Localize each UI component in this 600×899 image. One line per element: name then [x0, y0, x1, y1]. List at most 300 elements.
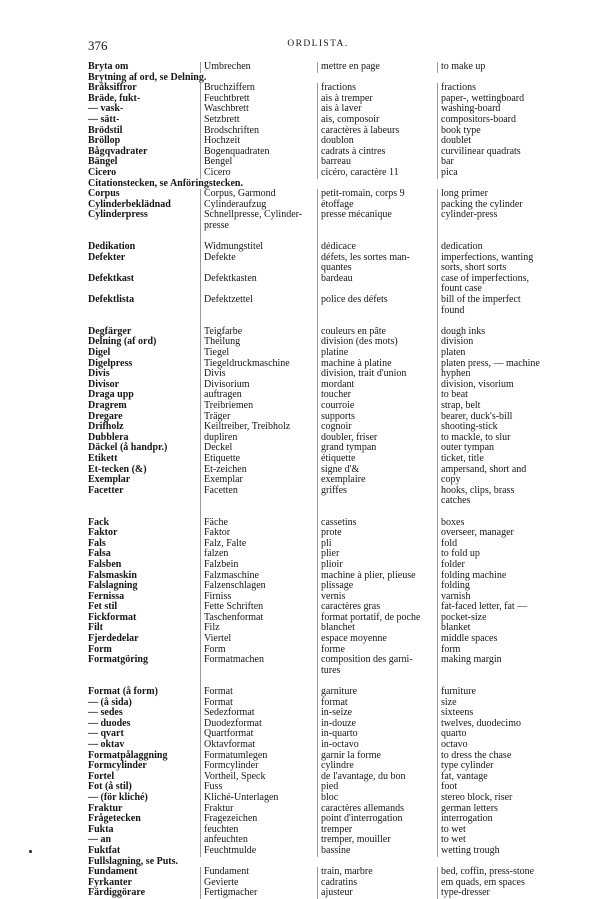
french-term: cylindre [317, 761, 437, 772]
french-term: étoffage [317, 200, 437, 211]
french-term: train, marbre [317, 867, 437, 878]
swedish-term: Falsben [88, 558, 122, 570]
english-term: strap, belt [437, 401, 560, 412]
german-term: Filz [200, 623, 317, 634]
english-term: fat-faced letter, fat — [437, 602, 560, 613]
swedish-term: Falsmaskin [88, 569, 137, 581]
french-term: division (des mots) [317, 337, 437, 348]
german-term: Setzbrett [200, 115, 317, 126]
french-term: police des défets [317, 295, 437, 306]
swedish-term: Filt [88, 622, 103, 634]
german-term: Treibriemen [200, 401, 317, 412]
english-term: stereo block, riser [437, 793, 560, 804]
swedish-term: Divis [88, 368, 110, 380]
page-number: 376 [88, 38, 108, 53]
page-header [88, 38, 548, 54]
english-term: folding machine [437, 571, 560, 582]
english-term: curvilinear quadrats [437, 147, 560, 158]
german-term: Gevierte [200, 878, 317, 889]
german-term: Formatmachen [200, 655, 317, 666]
french-term: format [317, 698, 437, 709]
french-term: division, trait d'union [317, 369, 437, 380]
swedish-term: Fals [88, 537, 106, 549]
french-term: blanchet [317, 623, 437, 634]
french-term: bardeau [317, 274, 437, 285]
english-term: catches [437, 496, 560, 507]
english-term: to beat [437, 390, 560, 401]
german-term: Kliché-Unterlagen [200, 793, 317, 804]
swedish-term: Divisor [88, 378, 120, 390]
french-term: doublon [317, 136, 437, 147]
swedish-term: Bryta om [88, 61, 129, 72]
swedish-term: Fukta [88, 823, 114, 835]
swedish-term: Defekter [88, 251, 126, 263]
english-term: to fold up [437, 549, 560, 560]
swedish-term: Cylinderpress [88, 209, 148, 221]
french-term: doubler, friser [317, 433, 437, 444]
german-term: Widmungstitel [200, 242, 317, 253]
english-term: bar [437, 157, 560, 168]
german-term: Theilung [200, 337, 317, 348]
french-term: vernis [317, 592, 437, 603]
german-term: Umbrechen [200, 62, 317, 73]
english-term: pocket-size [437, 613, 560, 624]
english-term: overseer, manager [437, 528, 560, 539]
english-term: wetting trough [437, 846, 560, 857]
french-term: ajusteur [317, 888, 437, 899]
english-term: fractions [437, 83, 560, 94]
german-term: auftragen [200, 390, 317, 401]
french-term: machine à plier, plieuse [317, 571, 437, 582]
glossary-table [88, 62, 560, 899]
english-term: hooks, clips, brass [437, 486, 560, 497]
swedish-term: Dedikation [88, 241, 136, 253]
french-term: mettre en page [317, 62, 437, 73]
english-term: platen [437, 348, 560, 359]
german-term: Bruchziffern [200, 83, 317, 94]
french-term: espace moyenne [317, 634, 437, 645]
german-term: Viertel [200, 634, 317, 645]
german-term: Quartformat [200, 729, 317, 740]
swedish-term: Formatgöring [88, 654, 148, 666]
swedish-term: Fack [88, 516, 110, 528]
swedish-term: Bräde, fukt- [88, 92, 141, 104]
french-term: caractères à labeurs [317, 126, 437, 137]
german-term: Tiegeldruckmaschine [200, 359, 317, 370]
german-term: presse [200, 221, 317, 232]
glossary-row [88, 560, 560, 571]
english-term: to dress the chase [437, 751, 560, 762]
swedish-term: Däckel (å handpr.) [88, 442, 168, 454]
german-term [200, 496, 317, 507]
german-term: Defekte [200, 253, 317, 264]
french-term: cassetins [317, 518, 437, 529]
english-term: bed, coffin, press-stone [437, 867, 560, 878]
english-term: shooting-stick [437, 422, 560, 433]
french-term: format portatif, de poche [317, 613, 437, 624]
french-term: grand tympan [317, 443, 437, 454]
swedish-term: — an [88, 834, 112, 846]
french-term: couleurs en pâte [317, 327, 437, 338]
english-term: twelves, duodecimo [437, 719, 560, 730]
french-term: toucher [317, 390, 437, 401]
german-term: Oktavformat [200, 740, 317, 751]
french-term: bassine [317, 846, 437, 857]
english-term: furniture [437, 687, 560, 698]
french-term: cadrats à cintres [317, 147, 437, 158]
german-term: Falz, Falte [200, 539, 317, 550]
german-term: Fraktur [200, 804, 317, 815]
german-term: Falzmaschine [200, 571, 317, 582]
french-term: platine [317, 348, 437, 359]
ink-speck [29, 850, 32, 853]
english-term: bill of the imperfect [437, 295, 560, 306]
english-term: book type [437, 126, 560, 137]
german-term: Format [200, 687, 317, 698]
french-term [317, 496, 437, 507]
glossary-row [88, 454, 560, 465]
french-term: petit-romain, corps 9 [317, 189, 437, 200]
swedish-term: Etikett [88, 452, 118, 464]
row-spacer [88, 507, 560, 518]
glossary-row [88, 401, 560, 412]
glossary-row [88, 115, 560, 126]
swedish-term: — (å sida) [88, 696, 132, 708]
swedish-term: Färdiggörare [88, 887, 146, 899]
german-term: Feuchtbrett [200, 94, 317, 105]
french-term: in-seize [317, 708, 437, 719]
glossary-row [88, 274, 560, 285]
english-term: german letters [437, 804, 560, 815]
english-term: bearer, duck's-bill [437, 412, 560, 423]
english-term: type-dresser [437, 888, 560, 899]
english-term: pica [437, 168, 560, 179]
glossary-row [88, 740, 560, 751]
english-term: to mackle, to slur [437, 433, 560, 444]
german-term: Duodezformat [200, 719, 317, 730]
swedish-term: Degfärger [88, 325, 132, 337]
swedish-term: Defektkast [88, 272, 135, 284]
swedish-term: Dragrem [88, 400, 127, 411]
swedish-term: Delning (af ord) [88, 336, 157, 348]
french-term: machine à platine [317, 359, 437, 370]
english-term: fount case [437, 284, 560, 295]
english-term: case of imperfections, [437, 274, 560, 285]
english-term: imperfections, wanting [437, 253, 560, 264]
glossary-row [88, 486, 560, 497]
french-term: ais à tremper [317, 94, 437, 105]
french-term: garnir la forme [317, 751, 437, 762]
swedish-term: Bågqvadrater [88, 145, 148, 157]
english-term: compositors-board [437, 115, 560, 126]
german-term: Bengel [200, 157, 317, 168]
french-term: plier [317, 549, 437, 560]
german-term: Fuss [200, 782, 317, 793]
glossary-row [88, 168, 560, 179]
swedish-term: Frågetecken [88, 813, 141, 825]
english-term [437, 666, 560, 677]
english-term: hyphen [437, 369, 560, 380]
german-term: Teigfarbe [200, 327, 317, 338]
english-term: quarto [437, 729, 560, 740]
swedish-term: — qvart [88, 728, 124, 740]
german-term: Tiegel [200, 348, 317, 359]
swedish-term: Faktor [88, 527, 118, 539]
french-term: tures [317, 666, 437, 677]
english-term: dough inks [437, 327, 560, 338]
swedish-term: Digelpress [88, 357, 133, 369]
swedish-term: Facetter [88, 484, 124, 496]
german-term: falzen [200, 549, 317, 560]
french-term: de l'avantage, du bon [317, 772, 437, 783]
french-term: barreau [317, 157, 437, 168]
english-term: making margin [437, 655, 560, 666]
french-term: dédicace [317, 242, 437, 253]
german-term: Firniss [200, 592, 317, 603]
french-term: plioir [317, 560, 437, 571]
german-term [200, 306, 317, 317]
swedish-term: Et-tecken (&) [88, 463, 147, 475]
swedish-term: Fortel [88, 770, 115, 782]
swedish-term: Draga upp [88, 389, 134, 401]
german-term: Fragezeichen [200, 814, 317, 825]
swedish-term: Cicero [88, 166, 117, 178]
swedish-term [88, 666, 200, 677]
german-term: Formcylinder [200, 761, 317, 772]
german-term: Defektkasten [200, 274, 317, 285]
swedish-term: — sätt- [88, 113, 120, 125]
french-term: quantes [317, 263, 437, 274]
swedish-term: Formcylinder [88, 760, 147, 772]
swedish-term: — oktav [88, 739, 125, 750]
english-term: type cylinder [437, 761, 560, 772]
french-term: point d'interrogation [317, 814, 437, 825]
german-term: Cylinderaufzug [200, 200, 317, 211]
swedish-term: Bråksiffror [88, 82, 137, 94]
swedish-term [88, 221, 200, 232]
glossary-row [88, 496, 560, 507]
german-term [200, 666, 317, 677]
german-term: Taschenformat [200, 613, 317, 624]
french-term: cicéro, caractère 11 [317, 168, 437, 179]
swedish-term: Fernissa [88, 590, 125, 602]
french-term: défets, les sortes man- [317, 253, 437, 264]
french-term: ais à laver [317, 104, 437, 115]
german-term: Format [200, 698, 317, 709]
german-term: Schnellpresse, Cylinder- [200, 210, 317, 221]
french-term: griffes [317, 486, 437, 497]
english-term: paper-, wettingboard [437, 94, 560, 105]
french-term: garniture [317, 687, 437, 698]
swedish-term: Fet stil [88, 601, 118, 613]
english-term: dedication [437, 242, 560, 253]
english-term: packing the cylinder [437, 200, 560, 211]
german-term: Sedezformat [200, 708, 317, 719]
german-term: Divis [200, 369, 317, 380]
french-term: pli [317, 539, 437, 550]
german-term: Keiltreiber, Treibholz [200, 422, 317, 433]
french-term: caractères gras [317, 602, 437, 613]
german-term: Formatumlegen [200, 751, 317, 762]
german-term: Fette Schriften [200, 602, 317, 613]
english-term: octavo [437, 740, 560, 751]
english-term: interrogation [437, 814, 560, 825]
glossary-row [88, 306, 560, 317]
swedish-term: Falslagning [88, 580, 138, 592]
german-term: Corpus, Garmond [200, 189, 317, 200]
swedish-term: Exemplar [88, 474, 131, 486]
swedish-term: Bängel [88, 156, 118, 168]
german-term: Divisorium [200, 380, 317, 391]
french-term: signe d'& [317, 465, 437, 476]
german-term: dupliren [200, 433, 317, 444]
cross-reference: Citationstecken, se Anföringstecken. [88, 177, 243, 189]
swedish-term: Fuktfat [88, 844, 121, 856]
english-term: to make up [437, 62, 560, 73]
german-term: Träger [200, 412, 317, 423]
french-term: cognoir [317, 422, 437, 433]
german-term: Facetten [200, 486, 317, 497]
german-term: Exemplar [200, 475, 317, 486]
german-term: Faktor [200, 528, 317, 539]
german-term: Hochzeit [200, 136, 317, 147]
swedish-term: Fjerdedelar [88, 633, 139, 645]
french-term [317, 306, 437, 317]
english-term: ampersand, short and [437, 465, 560, 476]
english-term: fold [437, 539, 560, 550]
swedish-term: — sedes [88, 707, 123, 719]
glossary-row [88, 210, 560, 221]
swedish-term: Fraktur [88, 802, 123, 814]
english-term: doublet [437, 136, 560, 147]
german-term: feuchten [200, 825, 317, 836]
page-title: ORDLISTA. [287, 39, 349, 49]
glossary-row [88, 666, 560, 677]
glossary-row [88, 878, 560, 889]
german-term: Waschbrett [200, 104, 317, 115]
glossary-row [88, 888, 560, 899]
french-term: tremper, mouiller [317, 835, 437, 846]
swedish-term [88, 306, 200, 317]
french-term: ais, composoir [317, 115, 437, 126]
english-term: copy [437, 475, 560, 486]
english-term: folding [437, 581, 560, 592]
english-term: ticket, title [437, 454, 560, 465]
english-term: found [437, 306, 560, 317]
swedish-term: Fundament [88, 866, 138, 878]
swedish-term: — (för kliché) [88, 791, 148, 803]
english-term: folder [437, 560, 560, 571]
german-term: Cicero [200, 168, 317, 179]
cross-reference-row [88, 857, 560, 868]
swedish-term: Dubblera [88, 431, 129, 443]
swedish-term [88, 496, 200, 507]
swedish-term: Format (å form) [88, 686, 158, 698]
english-term: washing-board [437, 104, 560, 115]
swedish-term: Drifholz [88, 421, 124, 433]
cross-reference: Brytning af ord, se Delning. [88, 71, 207, 83]
swedish-term: Fickformat [88, 611, 137, 623]
french-term: courroie [317, 401, 437, 412]
swedish-term: Defektlista [88, 294, 135, 306]
german-term: Etiquette [200, 454, 317, 465]
german-term: Deckel [200, 443, 317, 454]
glossary-row [88, 62, 560, 73]
german-term: Bogenquadraten [200, 147, 317, 158]
english-term: outer tympan [437, 443, 560, 454]
french-term: in-douze [317, 719, 437, 730]
french-term: in-quarto [317, 729, 437, 740]
french-term [317, 221, 437, 232]
german-term: Falzbein [200, 560, 317, 571]
german-term: anfeuchten [200, 835, 317, 846]
english-term: long primer [437, 189, 560, 200]
english-term: middle spaces [437, 634, 560, 645]
english-term: foot [437, 782, 560, 793]
swedish-term: Fyrkanter [88, 876, 132, 888]
swedish-term: Formatpålaggning [88, 749, 168, 761]
german-term: Defektzettel [200, 295, 317, 306]
french-term: mordant [317, 380, 437, 391]
glossary-row [88, 221, 560, 232]
german-term: Feuchtmulde [200, 846, 317, 857]
swedish-term: Cylinderbeklädnad [88, 198, 171, 210]
swedish-term: Dregare [88, 410, 123, 422]
english-term: fat, vantage [437, 772, 560, 783]
french-term: presse mécanique [317, 210, 437, 221]
french-term: bloc [317, 793, 437, 804]
english-term: boxes [437, 518, 560, 529]
glossary-row [88, 867, 560, 878]
german-term: Et-zeichen [200, 465, 317, 476]
glossary-row [88, 846, 560, 857]
french-term: pied [317, 782, 437, 793]
german-term: Form [200, 645, 317, 656]
swedish-term: — duodes [88, 717, 131, 729]
french-term: exemplaire [317, 475, 437, 486]
french-term: plissage [317, 581, 437, 592]
english-term: division, visorium [437, 380, 560, 391]
french-term: fractions [317, 83, 437, 94]
english-term: sixteens [437, 708, 560, 719]
french-term: composition des garni- [317, 655, 437, 666]
english-term: em quads, em spaces [437, 878, 560, 889]
french-term: forme [317, 645, 437, 656]
french-term: supports [317, 412, 437, 423]
german-term: Vortheil, Speck [200, 772, 317, 783]
french-term: cadratins [317, 878, 437, 889]
swedish-term: Falsa [88, 548, 111, 560]
german-term: Fundament [200, 867, 317, 878]
german-term: Fertigmacher [200, 888, 317, 899]
swedish-term: Form [88, 643, 112, 655]
english-term: sorts, short sorts [437, 263, 560, 274]
english-term [437, 221, 560, 232]
cross-reference: Fullslagning, se Puts. [88, 855, 179, 867]
glossary-row [88, 295, 560, 306]
swedish-term: Brödstil [88, 124, 123, 136]
german-term: Brodschriften [200, 126, 317, 137]
english-term: to wet [437, 835, 560, 846]
english-term: size [437, 698, 560, 709]
swedish-term: — vask- [88, 103, 124, 115]
glossary-row [88, 793, 560, 804]
english-term: cylinder-press [437, 210, 560, 221]
swedish-term: Corpus [88, 188, 120, 200]
swedish-term: Fot (å stil) [88, 781, 132, 793]
english-term: to wet [437, 825, 560, 836]
french-term: tremper [317, 825, 437, 836]
